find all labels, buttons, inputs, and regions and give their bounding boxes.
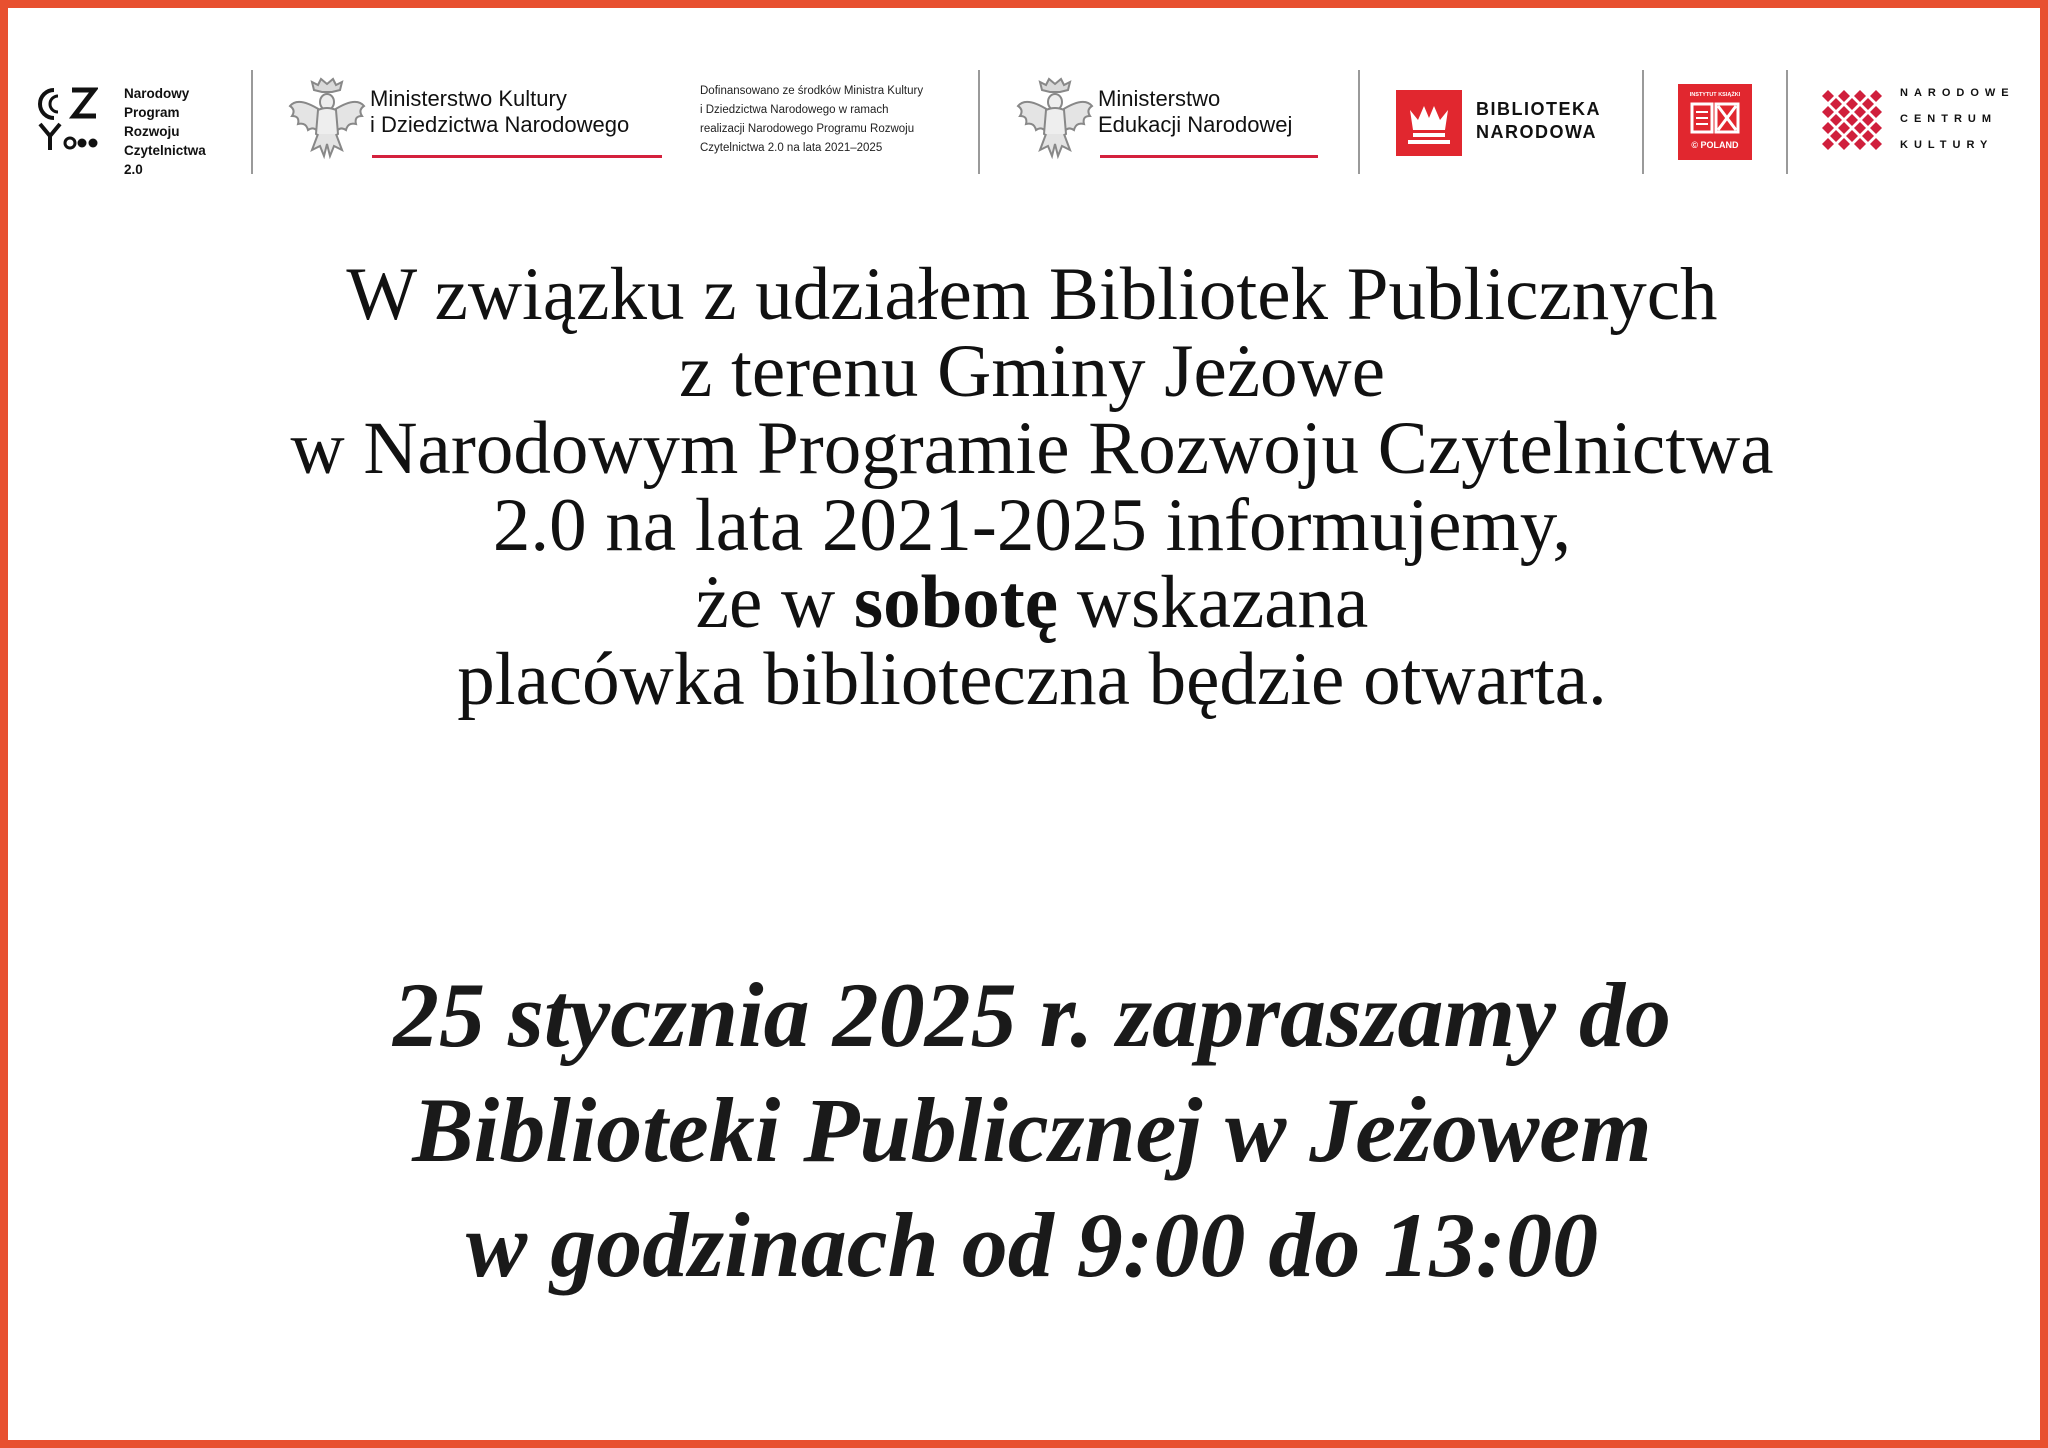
bn-crown-box [1396, 90, 1462, 156]
nck-name [1900, 80, 2015, 158]
logo-divider [251, 70, 253, 174]
nprcz-line: Rozwoju [124, 124, 180, 139]
notice-text [68, 253, 1996, 721]
notice-line-6: placówka biblioteczna będzie otwarta. [457, 638, 1607, 721]
notice-line-1: W związku z udziałem Bibliotek Publicznych [346, 253, 1718, 336]
notice-line-4: 2.0 na lata 2021-2025 informujemy, [492, 484, 1572, 567]
notice-line-5-pre: że w [695, 561, 854, 644]
invitation-line-3: w godzinach od 9:00 do 13:00 [465, 1194, 1599, 1296]
men-line: Ministerstwo [1098, 86, 1221, 111]
nck-line: KULTURY [1900, 139, 1994, 151]
nprcz-line: 2.0 [124, 162, 143, 177]
men-name [1098, 86, 1292, 138]
mkidn-line: Ministerstwo Kultury [370, 86, 567, 111]
nprcz-line: Narodowy [124, 86, 190, 101]
nck-pattern-icon [1822, 90, 1886, 154]
logo-divider [1786, 70, 1788, 174]
cofunding-line: Dofinansowano ze środków Ministra Kultury [700, 85, 924, 97]
ik-box [1678, 84, 1752, 160]
notice-line-3: w Narodowym Programie Rozwoju Czytelnictwa [290, 407, 1774, 490]
ik-top-label: INSTYTUT KSIĄŻKI [1689, 92, 1741, 98]
mkidn-name [370, 86, 629, 138]
saturday-emphasis: sobotę [853, 561, 1059, 644]
eagle-emblem-icon [288, 76, 366, 160]
nck-line: NARODOWE [1900, 87, 2015, 99]
notice-line-5-post: wskazana [1058, 561, 1369, 644]
nprcz-logo [28, 64, 248, 182]
bn-name [1476, 98, 1601, 144]
men-line: Edukacji Narodowej [1098, 112, 1293, 137]
logo-divider [1358, 70, 1360, 174]
mkidn-red-underline [372, 155, 662, 158]
crown-icon [1396, 90, 1462, 156]
notice-line-2: z terenu Gminy Jeżowe [679, 330, 1385, 413]
notice-line-5 [68, 561, 1996, 644]
men-red-underline [1100, 155, 1318, 158]
cofunding-line: i Dziedzictwa Narodowego w ramach [700, 104, 889, 116]
eagle-emblem-icon [1016, 76, 1094, 160]
sponsor-logo-bar [28, 64, 2036, 182]
nprcz-mark-icon [36, 86, 98, 152]
men-logo [1016, 64, 1346, 182]
invitation-text [68, 958, 1996, 1303]
nck-line: CENTRUM [1900, 113, 1997, 125]
logo-divider [978, 70, 980, 174]
invitation-line-1: 25 stycznia 2025 r. zapraszamy do [393, 964, 1671, 1066]
nprcz-line: Czytelnictwa [124, 143, 206, 158]
invitation-line-2: Biblioteki Publicznej w Jeżowem [412, 1079, 1652, 1181]
instytut-ksiazki-logo [1678, 64, 1758, 182]
cofunding-line: Czytelnictwa 2.0 na lata 2021–2025 [700, 142, 883, 154]
ik-bottom-label: © POLAND [1691, 140, 1739, 150]
cofunding-line: realizacji Narodowego Programu Rozwoju [700, 123, 915, 135]
bn-line: NARODOWA [1476, 122, 1597, 142]
logo-divider [1642, 70, 1644, 174]
mkidn-line: i Dziedzictwa Narodowego [370, 112, 630, 137]
mkidn-logo [288, 64, 688, 182]
bn-line: BIBLIOTEKA [1476, 99, 1601, 119]
cofunding-note [700, 82, 923, 158]
nprcz-line: Program [124, 105, 180, 120]
biblioteka-narodowa-logo [1396, 64, 1646, 182]
nprcz-logo-text [124, 84, 206, 179]
nck-logo [1822, 64, 2022, 182]
